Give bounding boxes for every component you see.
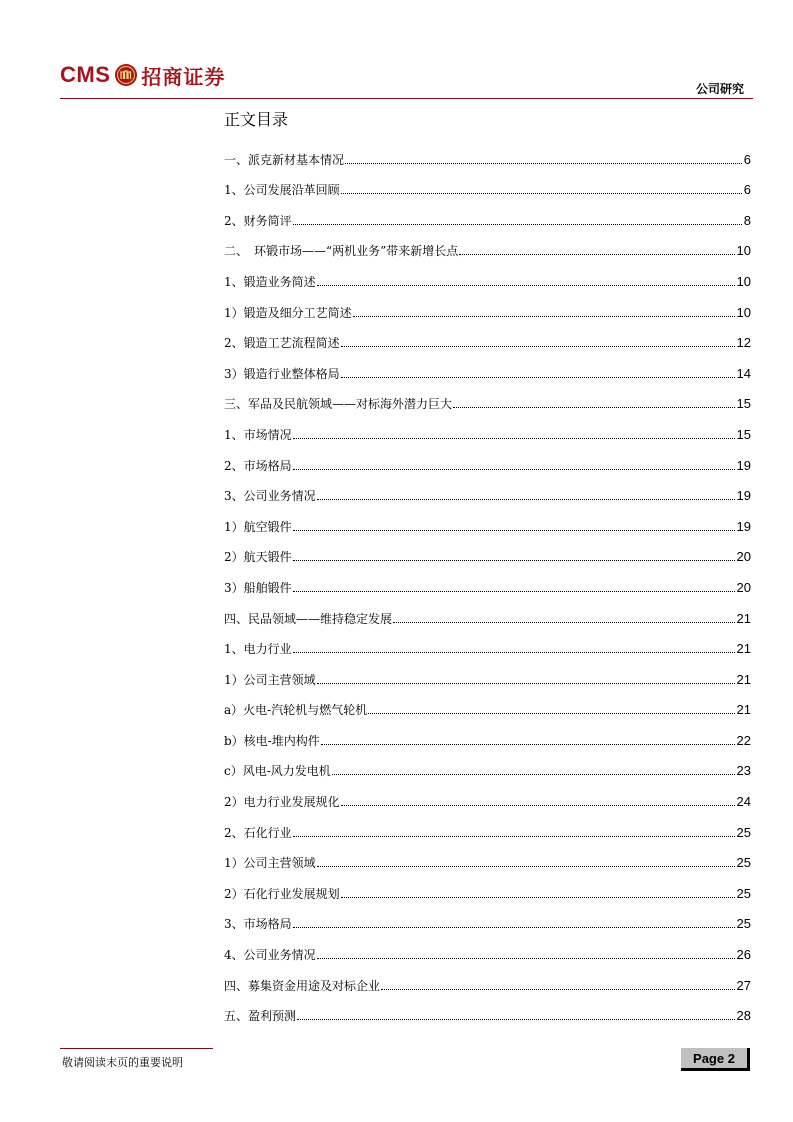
toc-entry[interactable] bbox=[224, 813, 751, 844]
logo-text-cn: 招商证券 bbox=[141, 64, 226, 89]
toc-entry-page: 21 bbox=[736, 641, 751, 657]
toc-entry-label: 1、市场情况 bbox=[224, 427, 292, 442]
toc-dot-leader bbox=[293, 530, 735, 531]
toc-entry-page: 19 bbox=[736, 518, 751, 534]
toc-title: 正文目录 bbox=[224, 110, 289, 129]
toc-entry[interactable] bbox=[224, 385, 751, 416]
toc-entry-label: 2、财务简评 bbox=[224, 213, 292, 228]
toc-entry[interactable] bbox=[224, 477, 751, 508]
toc-entry-page: 21 bbox=[736, 671, 751, 687]
toc-entry[interactable] bbox=[224, 721, 751, 752]
toc-dot-leader bbox=[317, 499, 735, 500]
toc-entry[interactable] bbox=[224, 324, 751, 355]
toc-dot-leader bbox=[317, 683, 735, 684]
toc-entry-label: 3）船舶锻件 bbox=[224, 580, 292, 595]
toc-entry[interactable] bbox=[224, 446, 751, 477]
toc-entry-page: 25 bbox=[736, 855, 751, 871]
toc-dot-leader bbox=[317, 958, 735, 959]
footer-divider bbox=[60, 1048, 213, 1049]
toc-dot-leader bbox=[293, 836, 735, 837]
toc-entry-label: 1）公司主营领域 bbox=[224, 856, 316, 871]
toc-entry-label: 1、电力行业 bbox=[224, 642, 292, 657]
toc-entry-page: 15 bbox=[736, 426, 751, 442]
toc-dot-leader bbox=[341, 193, 742, 194]
toc-dot-leader bbox=[321, 744, 735, 745]
toc-entry-label: 1）锻造及细分工艺简述 bbox=[224, 305, 352, 320]
toc-entry-label: 1、公司发展沿革回顾 bbox=[224, 183, 340, 198]
toc-dot-leader bbox=[341, 377, 735, 378]
toc-entry-label: 五、盈利预测 bbox=[224, 1009, 297, 1024]
toc-entry-label: 1、锻造业务简述 bbox=[224, 274, 316, 289]
toc-entry-label: c）风电-风力发电机 bbox=[224, 764, 331, 779]
logo-emblem-icon bbox=[114, 63, 138, 87]
toc-dot-leader bbox=[345, 163, 742, 164]
toc-entry-page: 6 bbox=[743, 151, 751, 167]
toc-entry[interactable] bbox=[224, 599, 751, 630]
toc-entry[interactable] bbox=[224, 538, 751, 569]
toc-dot-leader bbox=[341, 805, 735, 806]
toc-entry-page: 19 bbox=[736, 457, 751, 473]
toc-dot-leader bbox=[353, 316, 735, 317]
toc-dot-leader bbox=[453, 407, 735, 408]
toc-entry-page: 23 bbox=[736, 763, 751, 779]
toc-dot-leader bbox=[341, 897, 735, 898]
toc-dot-leader bbox=[393, 622, 735, 623]
toc-entry-label: 2）石化行业发展规划 bbox=[224, 886, 340, 901]
toc-dot-leader bbox=[317, 285, 735, 286]
toc-entry-label: 2、市场格局 bbox=[224, 458, 292, 473]
toc-entry-page: 10 bbox=[736, 304, 751, 320]
toc-entry-label: 二、 环锻市场——“两机业务”带来新增长点 bbox=[224, 244, 459, 259]
toc-dot-leader bbox=[381, 989, 735, 990]
toc-entry-page: 15 bbox=[736, 396, 751, 412]
toc-entry[interactable] bbox=[224, 630, 751, 661]
toc-entry-label: a）火电-汽轮机与燃气轮机 bbox=[224, 703, 368, 718]
logo-text-en: CMS bbox=[60, 62, 111, 87]
toc-entry-page: 21 bbox=[736, 702, 751, 718]
toc-entry[interactable] bbox=[224, 844, 751, 875]
toc-entry-page: 24 bbox=[736, 794, 751, 810]
toc-dot-leader bbox=[332, 774, 735, 775]
toc-entry-label: 3、市场格局 bbox=[224, 917, 292, 932]
toc-entry-label: 四、募集资金用途及对标企业 bbox=[224, 978, 381, 993]
toc-entry-label: 1）航空锻件 bbox=[224, 519, 292, 534]
toc-entry-label: 一、派克新材基本情况 bbox=[224, 152, 345, 167]
toc-dot-leader bbox=[293, 591, 735, 592]
toc-entry-label: 2、石化行业 bbox=[224, 825, 292, 840]
toc-entry[interactable] bbox=[224, 415, 751, 446]
toc-entry-label: 2）电力行业发展规化 bbox=[224, 795, 340, 810]
toc-entry-page: 25 bbox=[736, 824, 751, 840]
footer-disclaimer: 敬请阅读末页的重要说明 bbox=[62, 1056, 183, 1069]
toc-entry[interactable] bbox=[224, 966, 751, 997]
toc-entry-page: 10 bbox=[736, 243, 751, 259]
toc-dot-leader bbox=[368, 713, 734, 714]
header-divider bbox=[60, 98, 753, 99]
toc-entry-page: 20 bbox=[736, 579, 751, 595]
toc-entry-page: 21 bbox=[736, 610, 751, 626]
toc-entry-label: 3、公司业务情况 bbox=[224, 489, 316, 504]
toc-dot-leader bbox=[293, 560, 735, 561]
toc-entry[interactable] bbox=[224, 507, 751, 538]
toc-dot-leader bbox=[293, 927, 735, 928]
toc-entry-page: 27 bbox=[736, 977, 751, 993]
toc-entry[interactable] bbox=[224, 935, 751, 966]
toc-entry-label: 四、民品领域——维持稳定发展 bbox=[224, 611, 393, 626]
cms-logo bbox=[60, 60, 225, 90]
toc-entry[interactable] bbox=[224, 262, 751, 293]
toc-entry-label: 1）公司主营领域 bbox=[224, 672, 316, 687]
toc-entry[interactable] bbox=[224, 171, 751, 202]
toc-entry[interactable] bbox=[224, 905, 751, 936]
toc-entry[interactable] bbox=[224, 201, 751, 232]
toc-entry[interactable] bbox=[224, 232, 751, 263]
toc-entry[interactable] bbox=[224, 691, 751, 722]
toc-dot-leader bbox=[293, 652, 735, 653]
toc-entry[interactable] bbox=[224, 782, 751, 813]
toc-entry[interactable] bbox=[224, 140, 751, 171]
toc-entry-label: 3）锻造行业整体格局 bbox=[224, 366, 340, 381]
toc-dot-leader bbox=[317, 866, 735, 867]
toc-entry-page: 25 bbox=[736, 885, 751, 901]
toc-dot-leader bbox=[293, 224, 742, 225]
toc-entry[interactable] bbox=[224, 660, 751, 691]
toc-entry-page: 19 bbox=[736, 488, 751, 504]
toc-entry-page: 26 bbox=[736, 947, 751, 963]
toc-entry[interactable] bbox=[224, 568, 751, 599]
toc-entry-page: 6 bbox=[743, 182, 751, 198]
section-label: 公司研究 bbox=[695, 82, 744, 96]
toc-entry[interactable] bbox=[224, 874, 751, 905]
toc-entry-label: 2、锻造工艺流程简述 bbox=[224, 336, 340, 351]
toc-dot-leader bbox=[341, 346, 735, 347]
toc-entry[interactable] bbox=[224, 752, 751, 783]
toc-entry-label: 三、军品及民航领域——对标海外潜力巨大 bbox=[224, 397, 453, 412]
toc-entry[interactable] bbox=[224, 997, 751, 1028]
toc-entry-label: b）核电-堆内构件 bbox=[224, 733, 320, 748]
toc-entry-page: 10 bbox=[736, 273, 751, 289]
toc-entry-label: 2）航天锻件 bbox=[224, 550, 292, 565]
toc-dot-leader bbox=[297, 1019, 735, 1020]
table-of-contents bbox=[224, 140, 751, 1027]
toc-entry-page: 12 bbox=[736, 335, 751, 351]
toc-entry[interactable] bbox=[224, 354, 751, 385]
toc-dot-leader bbox=[459, 254, 734, 255]
page-number-badge: Page 2 bbox=[681, 1048, 750, 1071]
toc-entry[interactable] bbox=[224, 293, 751, 324]
toc-dot-leader bbox=[293, 469, 735, 470]
toc-entry-page: 25 bbox=[736, 916, 751, 932]
toc-entry-page: 22 bbox=[736, 732, 751, 748]
toc-entry-label: 4、公司业务情况 bbox=[224, 948, 316, 963]
toc-entry-page: 28 bbox=[736, 1008, 751, 1024]
toc-entry-page: 20 bbox=[736, 549, 751, 565]
toc-entry-page: 14 bbox=[736, 365, 751, 381]
toc-dot-leader bbox=[293, 438, 735, 439]
page-header bbox=[0, 0, 793, 100]
toc-entry-page: 8 bbox=[743, 212, 751, 228]
